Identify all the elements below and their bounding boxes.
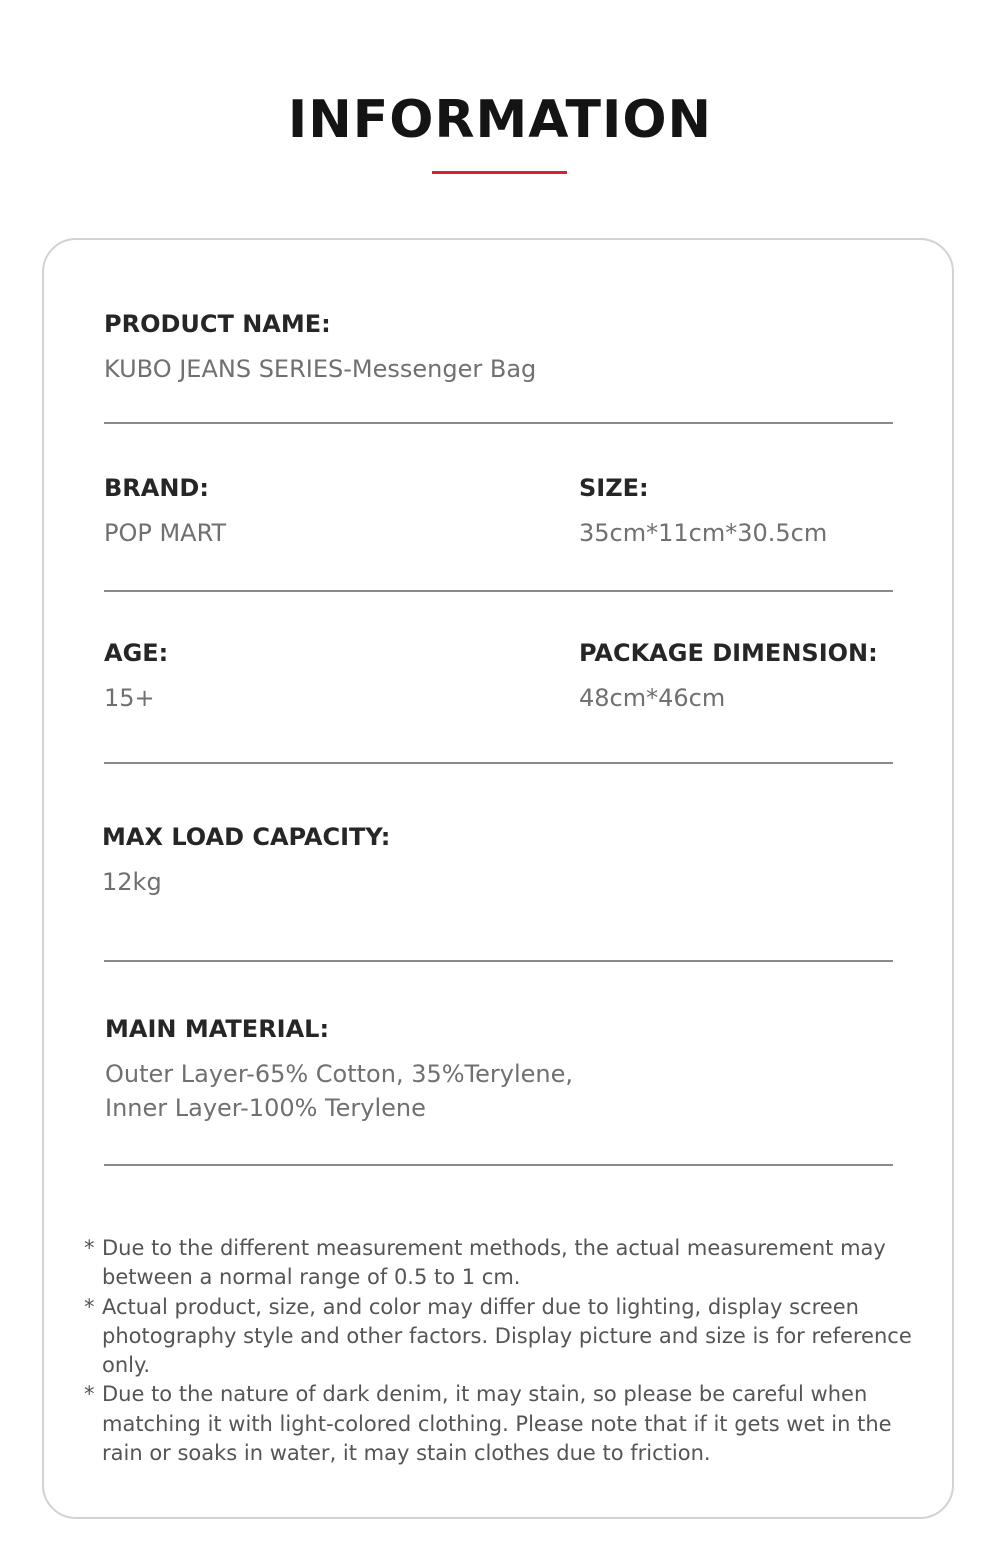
product-name-field bbox=[104, 309, 536, 386]
page-title: INFORMATION bbox=[287, 90, 713, 150]
max-load-field bbox=[102, 822, 390, 899]
age-field bbox=[104, 638, 168, 715]
row-divider bbox=[104, 590, 893, 592]
note-text: Due to the nature of dark denim, it may stain, so please be careful when matching it with light-colored clothing. Please note that if it gets wet in the rain or soaks in water, it may stain clothes due to friction. bbox=[102, 1382, 892, 1466]
main-material-field bbox=[105, 1014, 573, 1125]
age-label: AGE: bbox=[104, 639, 169, 667]
main-material-line: Inner Layer-100% Terylene bbox=[105, 1094, 426, 1122]
age-value: 15+ bbox=[104, 684, 155, 712]
size-label: SIZE: bbox=[579, 474, 649, 502]
note-text: Due to the different measurement methods, the actual measurement may between a normal range of 0.5 to 1 cm. bbox=[102, 1236, 886, 1290]
max-load-value: 12kg bbox=[102, 868, 162, 896]
disclaimer-notes bbox=[84, 1234, 914, 1468]
product-name-value: KUBO JEANS SERIES-Messenger Bag bbox=[104, 355, 537, 383]
main-material-value bbox=[105, 1057, 573, 1125]
asterisk-icon: * bbox=[84, 1236, 95, 1260]
brand-field bbox=[104, 473, 226, 550]
note-text: Actual product, size, and color may differ due to lighting, display screen photography style and other factors. Display picture and size is for reference only. bbox=[102, 1294, 912, 1378]
row-divider bbox=[104, 422, 893, 424]
package-dimension-field bbox=[579, 638, 878, 715]
size-field bbox=[579, 473, 827, 550]
package-dimension-value: 48cm*46cm bbox=[579, 684, 726, 712]
max-load-label: MAX LOAD CAPACITY: bbox=[102, 823, 391, 851]
product-name-label: PRODUCT NAME: bbox=[104, 310, 331, 338]
note-item bbox=[84, 1380, 914, 1468]
note-item bbox=[84, 1234, 914, 1293]
brand-value: POP MART bbox=[104, 519, 227, 547]
size-value: 35cm*11cm*30.5cm bbox=[579, 519, 828, 547]
title-accent-divider bbox=[432, 171, 567, 174]
row-divider bbox=[104, 762, 893, 764]
asterisk-icon: * bbox=[84, 1294, 95, 1319]
main-material-label: MAIN MATERIAL: bbox=[105, 1015, 330, 1043]
row-divider bbox=[104, 960, 893, 962]
main-material-line: Outer Layer-65% Cotton, 35%Terylene, bbox=[105, 1060, 573, 1088]
brand-label: BRAND: bbox=[104, 474, 209, 502]
asterisk-icon: * bbox=[84, 1382, 95, 1407]
row-divider bbox=[104, 1164, 893, 1166]
package-dimension-label: PACKAGE DIMENSION: bbox=[579, 639, 878, 667]
note-item bbox=[84, 1293, 914, 1381]
